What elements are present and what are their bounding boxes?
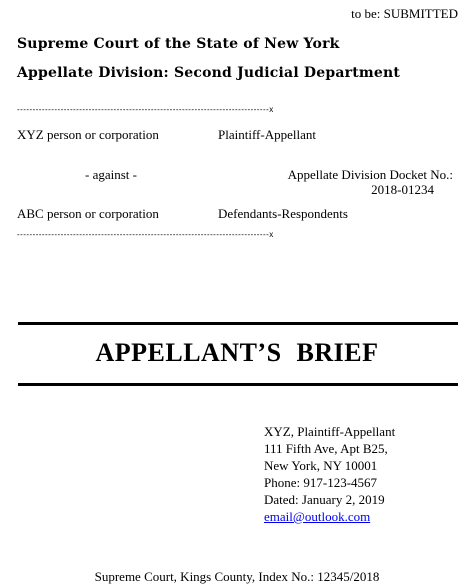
docket-number: 2018-01234: [371, 182, 434, 197]
title-rule-top: [18, 322, 458, 325]
plaintiff-role: Plaintiff-Appellant: [218, 127, 316, 142]
defendant-name: ABC person or corporation: [17, 206, 159, 221]
contact-date: Dated: January 2, 2019: [264, 492, 385, 507]
docket-label: Appellate Division Docket No.:: [287, 167, 453, 182]
contact-address-line2: New York, NY 10001: [264, 458, 378, 473]
court-name: Supreme Court of the State of New York: [17, 36, 340, 52]
contact-phone: Phone: 917-123-4567: [264, 475, 378, 490]
caption-separator-top: ---------------------------------------------------------------------------------x: [17, 105, 274, 114]
contact-name: XYZ, Plaintiff-Appellant: [264, 424, 396, 439]
court-division: Appellate Division: Second Judicial Department: [17, 65, 401, 81]
contact-address-line1: 111 Fifth Ave, Apt B25,: [264, 441, 388, 456]
caption-separator-bottom: ---------------------------------------------------------------------------------x: [17, 230, 274, 239]
email-link[interactable]: email@outlook.com: [264, 509, 371, 524]
submission-status: to be: SUBMITTED: [351, 6, 458, 21]
plaintiff-name: XYZ person or corporation: [17, 127, 159, 142]
document-title: APPELLANT’S BRIEF: [95, 338, 379, 367]
footer-index-number: Supreme Court, Kings County, Index No.: 12345/2018: [94, 569, 380, 584]
against-text: - against -: [85, 167, 137, 182]
defendant-role: Defendants-Respondents: [218, 206, 348, 221]
title-rule-bottom: [18, 383, 458, 386]
